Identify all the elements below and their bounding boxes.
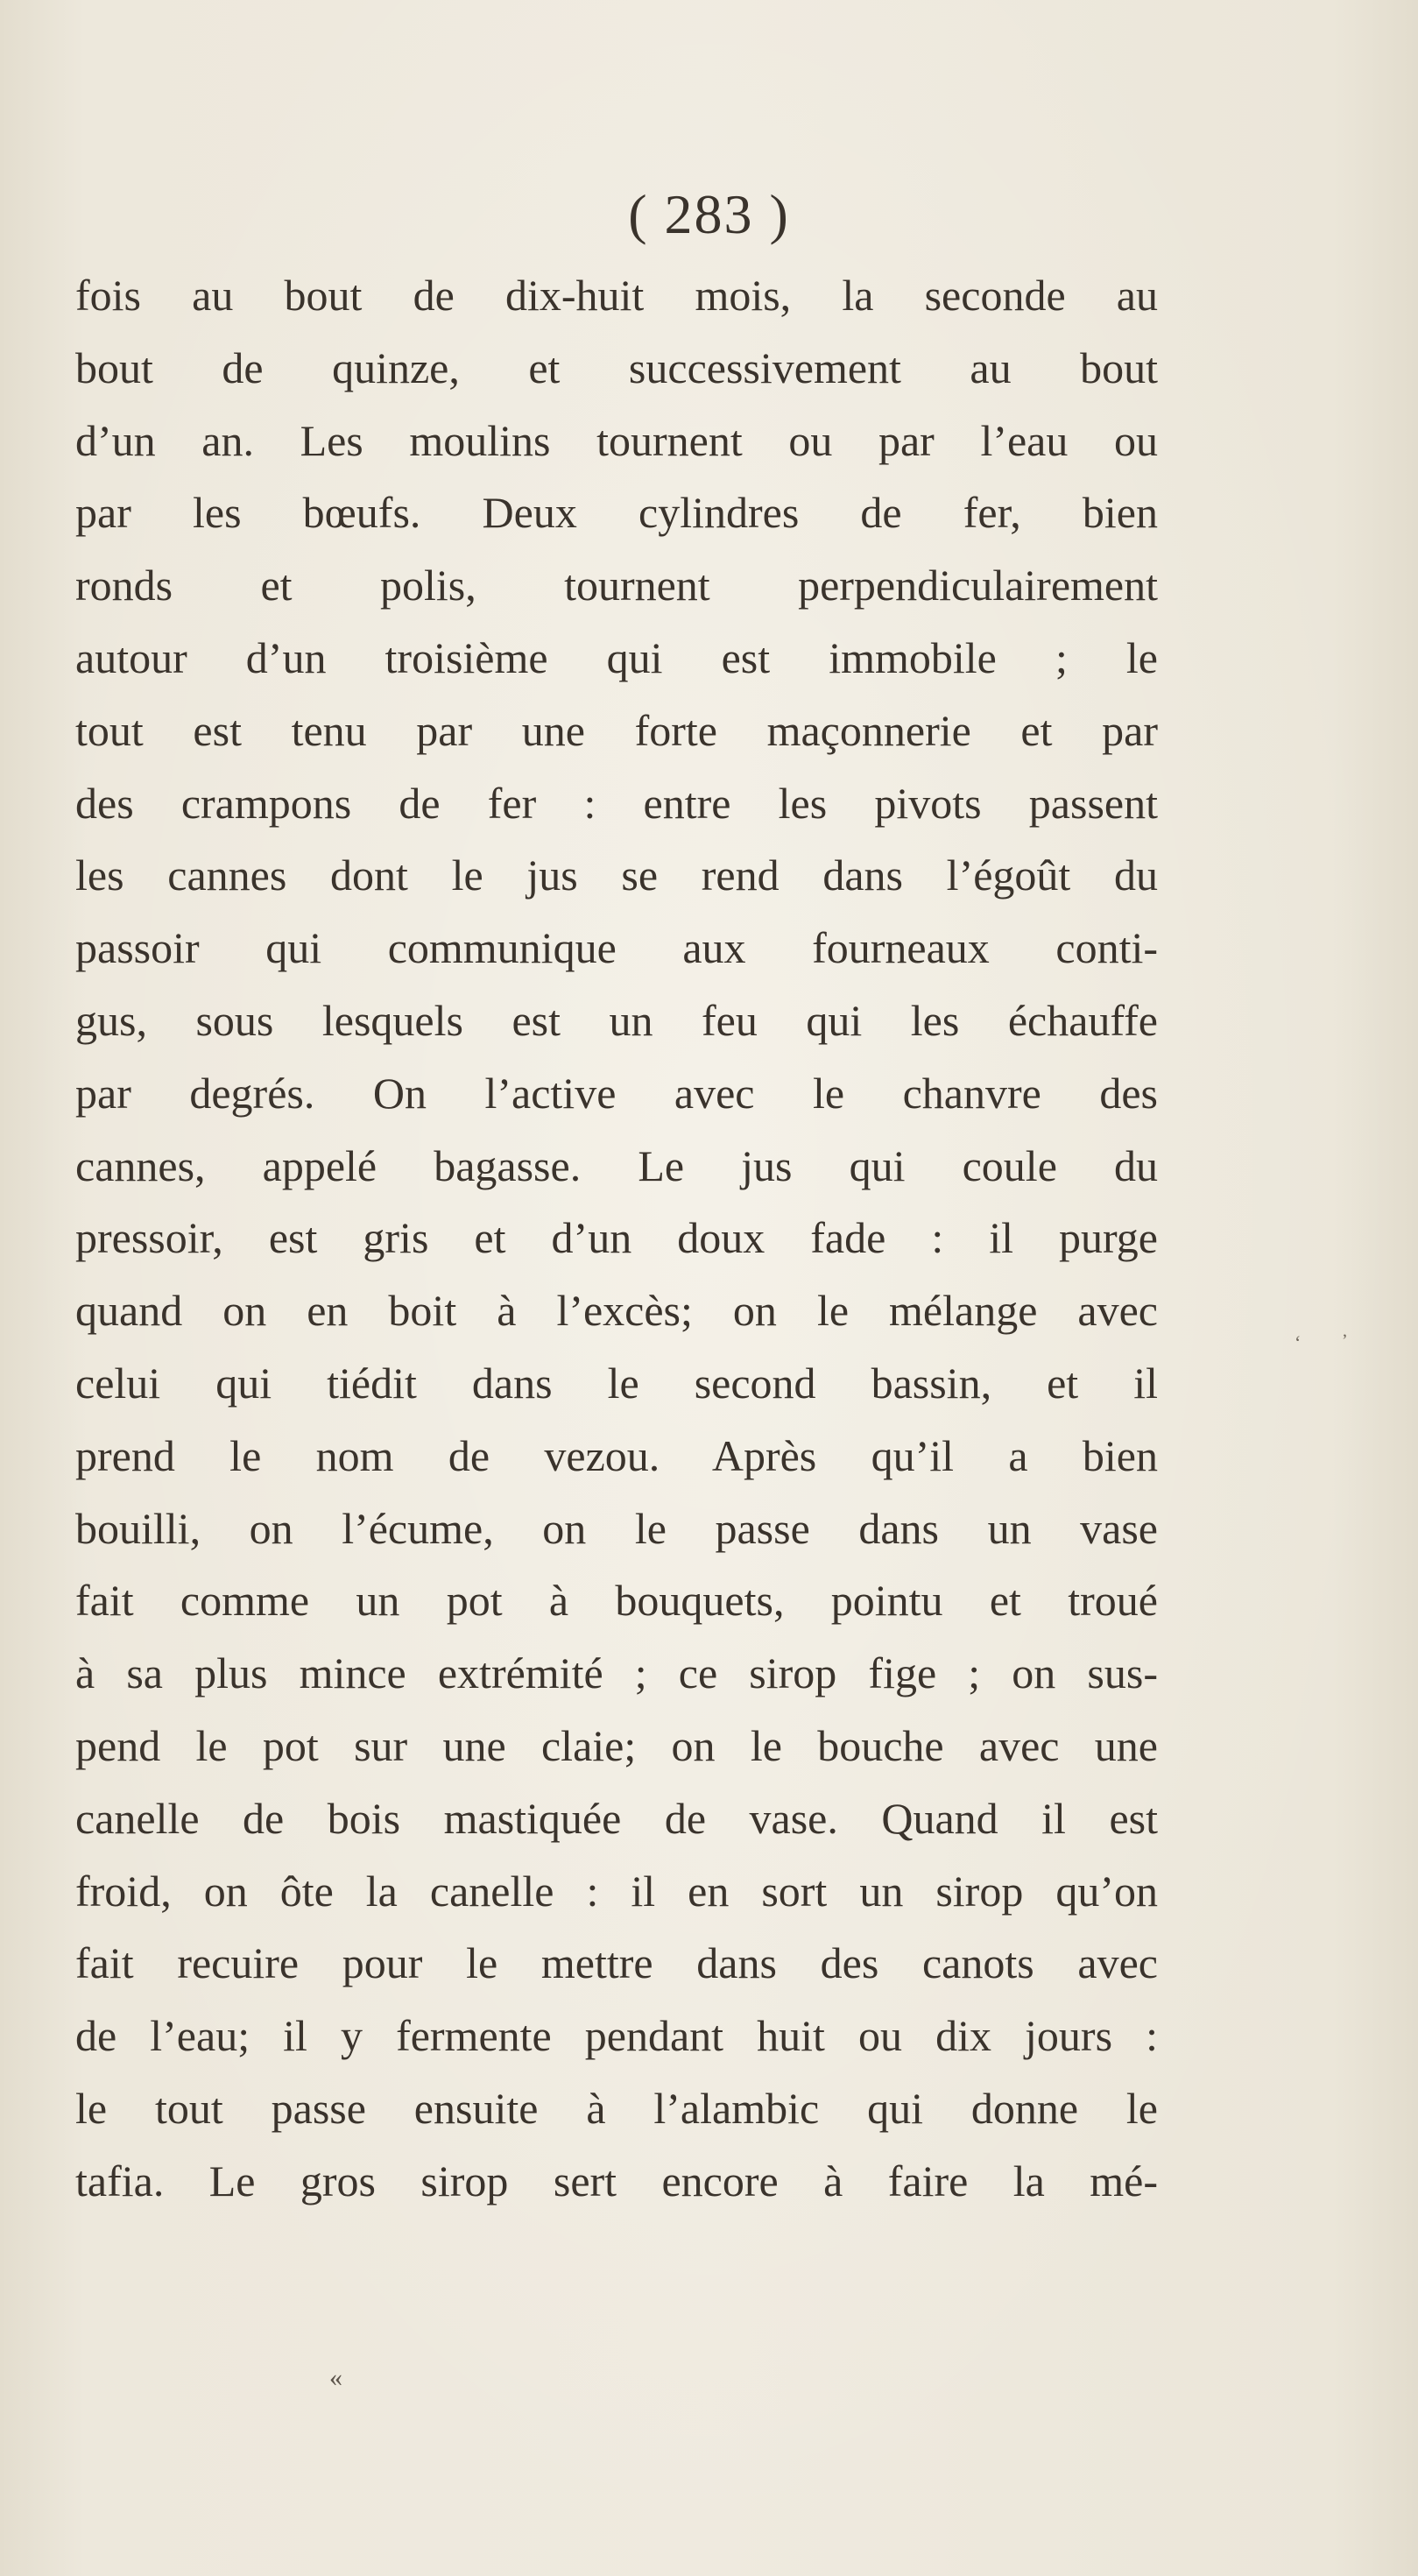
text-line: fois au bout de dix-huit mois, la seconde au [75,271,1158,320]
text-line: bouilli, on l’écume, on le passe dans un vase [75,1503,1158,1553]
text-line: bout de quinze, et successivement au bout [75,342,1158,392]
text-line: froid, on ôte la canelle : il en sort un sirop qu’on [75,1866,1158,1916]
text-line: par degrés. On l’active avec le chanvre des [75,1068,1158,1118]
text-line: quand on en boit à l’excès; on le mélange avec [75,1286,1158,1336]
text-line: autour d’un troisième qui est immobile ; le [75,632,1158,682]
text-line: gus, sous lesquels est un feu qui les échauffe [75,995,1158,1045]
text-line: pressoir, est gris et d’un doux fade : il purge [75,1213,1158,1263]
text-line: les cannes dont le jus se rend dans l’égoût du [75,850,1158,900]
text-line: passoir qui communique aux fourneaux conti- [75,923,1158,973]
text-line: par les bœufs. Deux cylindres de fer, bien [75,488,1158,538]
text-line: des crampons de fer : entre les pivots passent [75,778,1158,828]
page-body-text [75,259,1158,2218]
margin-mark: ʼ [1342,1331,1348,1351]
text-line: celui qui tiédit dans le second bassin, et il [75,1358,1158,1408]
text-line: tout est tenu par une forte maçonnerie et par [75,705,1158,755]
margin-mark: ʻ [1295,1331,1302,1353]
text-line: ronds et polis, tournent perpendiculairement [75,561,1158,610]
text-line: tafia. Le gros sirop sert encore à faire la mé- [75,2156,1158,2205]
text-line: fait recuire pour le mettre dans des canots avec [75,1938,1158,1988]
text-line: prend le nom de vezou. Après qu’il a bien [75,1430,1158,1480]
text-line: d’un an. Les moulins tournent ou par l’eau ou [75,415,1158,465]
text-line: pend le pot sur une claie; on le bouche avec une [75,1720,1158,1770]
text-line: à sa plus mince extrémité ; ce sirop fige ; on sus- [75,1648,1158,1698]
text-line: de l’eau; il y fermente pendant huit ou dix jours : [75,2011,1158,2061]
text-line: cannes, appelé bagasse. Le jus qui coule du [75,1140,1158,1190]
page-number-header: ( 283 ) [628,183,790,245]
margin-mark: « [329,2363,342,2392]
text-line: canelle de bois mastiquée de vase. Quand il est [75,1793,1158,1843]
text-line: le tout passe ensuite à l’alambic qui donne le [75,2083,1158,2133]
text-line: fait comme un pot à bouquets, pointu et troué [75,1576,1158,1626]
